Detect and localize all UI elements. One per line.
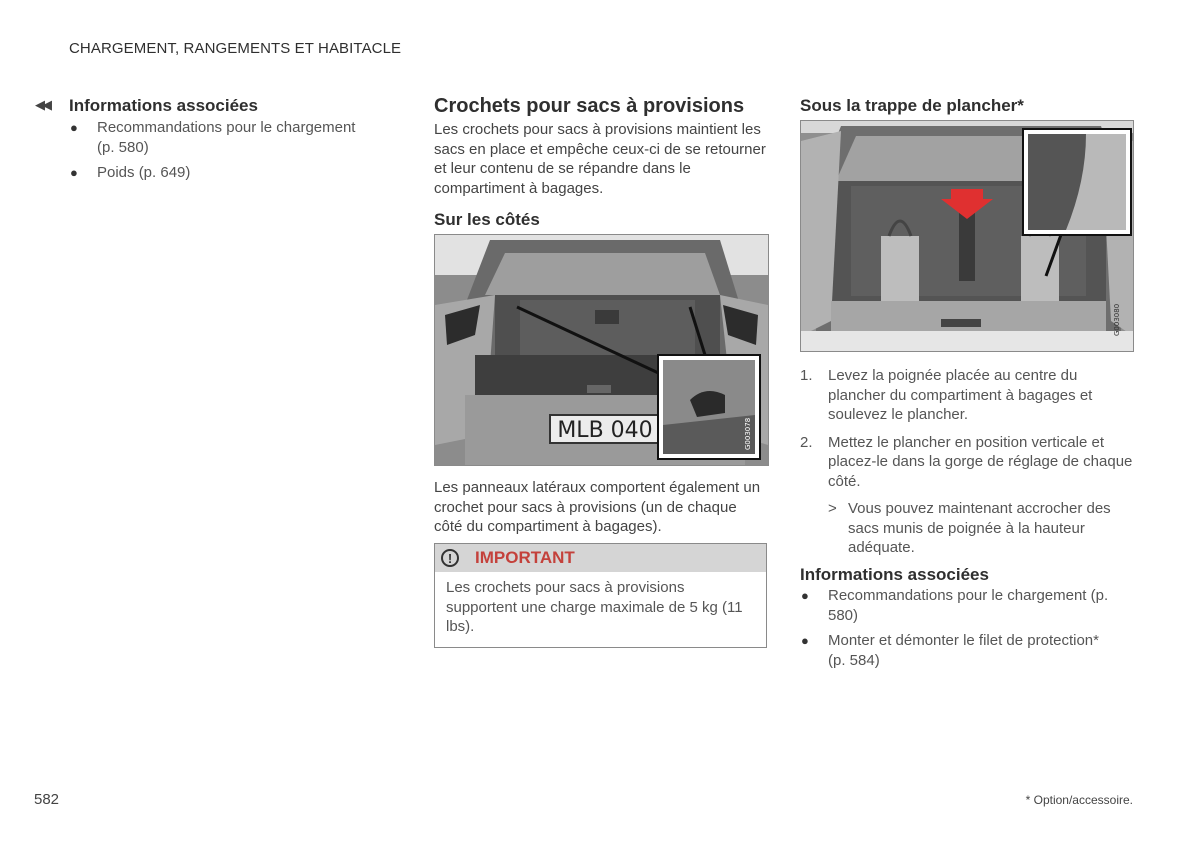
bullet-icon: ● bbox=[70, 120, 78, 135]
page-header: CHARGEMENT, RANGEMENTS ET HABITACLE bbox=[69, 40, 402, 57]
intro-paragraph: Les crochets pour sacs à provisions maintient les sacs en place et empêche ceux-ci de se retourner et leur contenu de se répandre dans le compartiment à bagages. bbox=[434, 121, 766, 197]
result-marker-icon: > bbox=[828, 500, 837, 517]
exclamation-icon: ! bbox=[441, 549, 459, 567]
floor-hatch-heading: Sous la trappe de plancher* bbox=[800, 96, 1024, 115]
bullet-icon: ● bbox=[801, 633, 809, 648]
list-item[interactable]: ● Monter et démonter le filet de protection* (p. 584) bbox=[801, 632, 1099, 669]
step-item: 2. Mettez le plancher en position verticale et placez-le dans la gorge de réglage de chaque côté. bbox=[800, 433, 1133, 490]
list-item[interactable]: ● Recommandations pour le chargement (p. 580) bbox=[70, 119, 356, 156]
steps-list bbox=[800, 366, 1135, 491]
image-code: G003080 bbox=[1113, 303, 1121, 336]
bullet-icon: ● bbox=[801, 588, 809, 603]
related-info-list bbox=[69, 118, 369, 183]
bullet-icon: ● bbox=[70, 165, 78, 180]
double-chevron-left-icon[interactable]: ◀◀ bbox=[35, 97, 49, 112]
license-plate-text: MLB 040 bbox=[557, 418, 653, 443]
subheading-sides: Sur les côtés bbox=[434, 210, 540, 229]
page-number: 582 bbox=[34, 791, 60, 808]
important-box bbox=[434, 543, 767, 648]
list-item[interactable]: ● Recommandations pour le chargement (p. 580) bbox=[801, 587, 1109, 624]
important-header bbox=[435, 544, 766, 572]
footnote: * Option/accessoire. bbox=[1025, 793, 1133, 807]
side-hook-caption: Les panneaux latéraux comportent également un crochet pour sacs à provisions (un de chaque côté du compartiment à bagages). bbox=[434, 479, 761, 535]
floor-hatch-image bbox=[800, 120, 1134, 352]
image-code: G003078 bbox=[744, 417, 752, 450]
list-item[interactable]: ● Poids (p. 649) bbox=[70, 164, 191, 181]
important-title: IMPORTANT bbox=[475, 548, 575, 567]
step-result: > Vous pouvez maintenant accrocher des sacs munis de poignée à la hauteur adéquate. bbox=[828, 500, 1111, 556]
related-info-heading-right: Informations associées bbox=[800, 565, 989, 584]
important-text: Les crochets pour sacs à provisions supportent une charge maximale de 5 kg (11 lbs). bbox=[446, 579, 743, 635]
section-title: Crochets pour sacs à provisions bbox=[434, 95, 745, 117]
step-item: 1. Levez la poignée placée au centre du plancher du compartiment à bagages et soulevez le plancher. bbox=[800, 367, 1093, 423]
trunk-sides-image bbox=[434, 234, 769, 466]
related-info-list-right bbox=[800, 586, 1120, 670]
related-info-heading: Informations associées bbox=[69, 96, 258, 115]
